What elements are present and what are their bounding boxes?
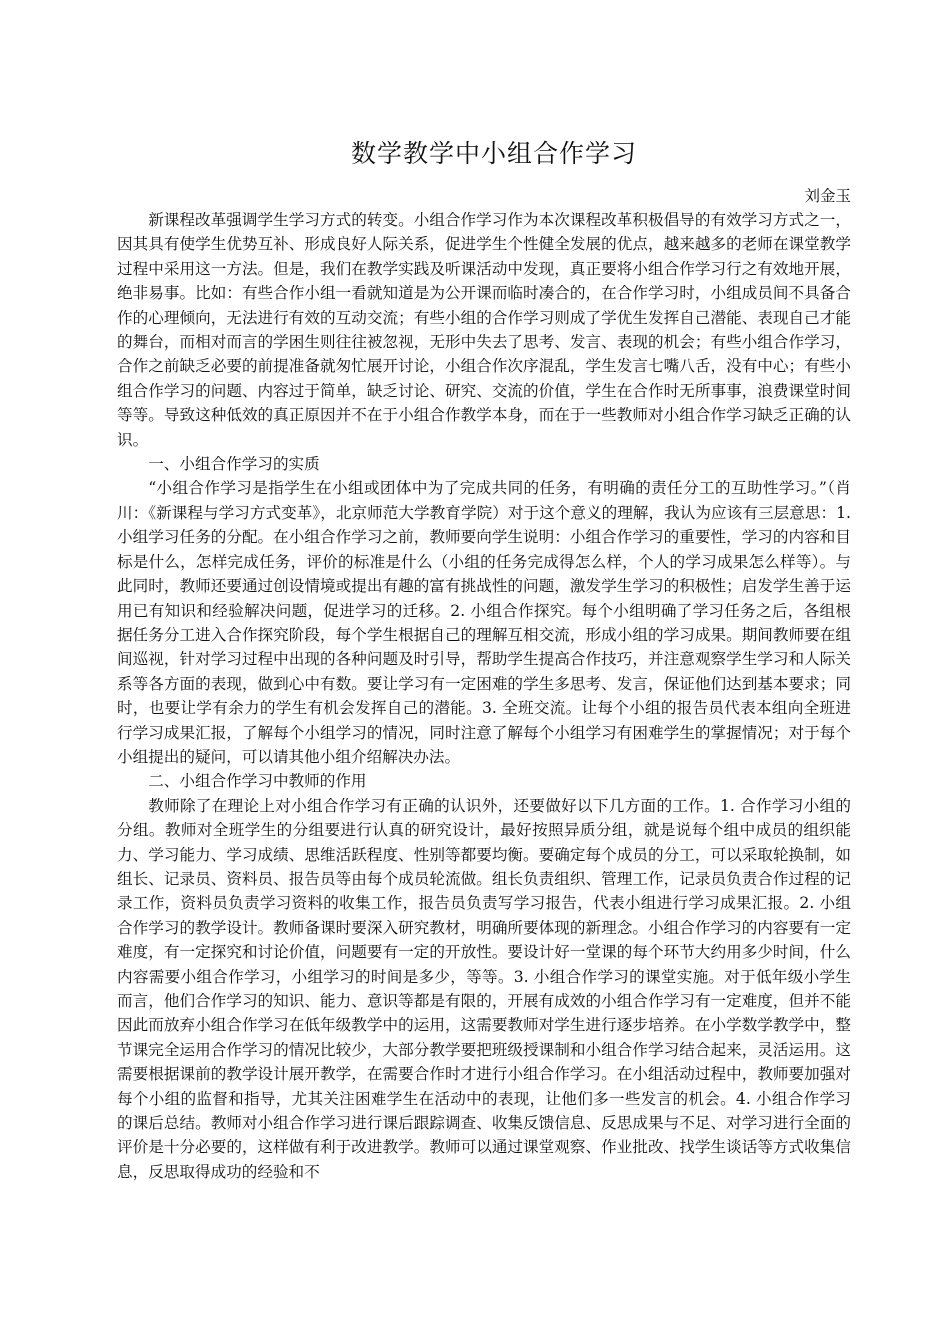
article-author: 刘金玉 xyxy=(804,187,851,205)
intro-paragraph: 新课程改革强调学生学习方式的转变。小组合作学习作为本次课程改革积极倡导的有效学习方式之一，因其具有使学生优势互补、形成良好人际关系，促进学生个性健全发展的优点，越来越多的老师在课堂教学过程中采用这一方法。但是，我们在教学实践及听课活动中发现，真正要将小组合作学习行之有效地开展，绝非易事。比如：有些合作小组一看就知道是为公开课而临时凑合的，在合作学习时，小组成员间不具备合作的心理倾向，无法进行有效的互动交流；有些小组的合作学习则成了学优生发挥自己潜能、表现自己才能的舞台，而相对而言的学困生则往往被忽视，无形中失去了思考、发言、表现的机会；有些小组合作学习，合作之前缺乏必要的前提准备就匆忙展开讨论，小组合作次序混乱，学生发言七嘴八舌，没有中心；有些小组合作学习的问题、内容过于简单，缺乏讨论、研究、交流的价值，学生在合作时无所事事，浪费课堂时间等等。导致这种低效的真正原因并不在于小组合作教学本身，而在于一些教师对小组合作学习缺乏正确的认识。 xyxy=(117,211,851,449)
section-2-paragraph: 教师除了在理论上对小组合作学习有正确的认识外，还要做好以下几方面的工作。1. 合作学习小组的分组。教师对全班学生的分组要进行认真的研究设计，最好按照异质分组，就是说每个组中成员的组织能力、学习能力、学习成绩、思维活跃程度、性别等都要均衡。要确定每个成员的分工，可以采取轮换制，如组长、记录员、资料员、报告员等由每个成员轮流做。组长负责组织、管理工作，记录员负责合作过程的记录工作，资料员负责学习资料的收集工作，报告员负责写学习报告，代表小组进行学习成果汇报。2. 小组合作学习的教学设计。教师备课时要深入研究教材，明确所要体现的新理念。小组合作学习的内容要有一定难度，有一定探究和讨论价值，问题要有一定的开放性。要设计好一堂课的每个环节大约用多少时间，什么内容需要小组合作学习，小组学习的时间是多少，等等。3. 小组合作学习的课堂实施。对于低年级小学生而言，他们合作学习的知识、能力、意识等都是有限的，开展有成效的小组合作学习有一定难度，但并不能因此而放弃小组合作学习在低年级教学中的运用，这需要教师对学生进行逐步培养。在小学数学教学中，整节课完全运用合作学习的情况比较少，大部分教学要把班级授课制和小组合作学习结合起来，灵活运用。这需要根据课前的教学设计展开教学，在需要合作时才进行小组合作学习。在小组活动过程中，教师要加强对每个小组的监督和指导，尤其关注困难学生在活动中的表现，让他们多一些发言的机会。4. 小组合作学习的课后总结。教师对小组合作学习进行课后跟踪调查、收集反馈信息、反思成果与不足、对学习进行全面的评价是十分必要的，这样做有利于改进教学。教师可以通过课堂观察、作业批改、找学生谈话等方式收集信息，反思取得成功的经验和不 xyxy=(117,796,851,1181)
section-2-heading: 二、小组合作学习中教师的作用 xyxy=(148,772,367,791)
article-title: 数学教学中小组合作学习 xyxy=(350,139,637,168)
section-1-paragraph: “小组合作学习是指学生在小组或团体中为了完成共同的任务，有明确的责任分工的互助性学习。”（肖川：《新课程与学习方式变革》，北京师范大学教育学院）对于这个意义的理解，我认为应该有三层意思：1. 小组学习任务的分配。在小组合作学习之前，教师要向学生说明：小组合作学习的重要性，学习的内容和目标是什么，怎样完成任务，评价的标准是什么（小组的任务完成得怎么样，个人的学习成果怎么样等）。与此同时，教师还要通过创设情境或提出有趣的富有挑战性的问题，激发学生学习的积极性；启发学生善于运用已有知识和经验解决问题，促进学习的迁移。2. 小组合作探究。每个小组明确了学习任务之后，各组根据任务分工进入合作探究阶段，每个学生根据自己的理解互相交流，形成小组的学习成果。期间教师要在组间巡视，针对学习过程中出现的各种问题及时引导，帮助学生提高合作技巧，并注意观察学生学习和人际关系等各方面的表现，做到心中有数。要让学习有一定困难的学生多思考、发言，保证他们达到基本要求；同时，也要让学有余力的学生有机会发挥自己的潜能。3. 全班交流。让每个小组的报告员代表本组向全班进行学习成果汇报，了解每个小组学习的情况，同时注意了解每个小组学习有困难学生的掌握情况；对于每个小组提出的疑问，可以请其他小组介绍解决办法。 xyxy=(117,479,851,766)
document-page xyxy=(117,136,851,1184)
section-1-heading: 一、小组合作学习的实质 xyxy=(148,455,320,474)
